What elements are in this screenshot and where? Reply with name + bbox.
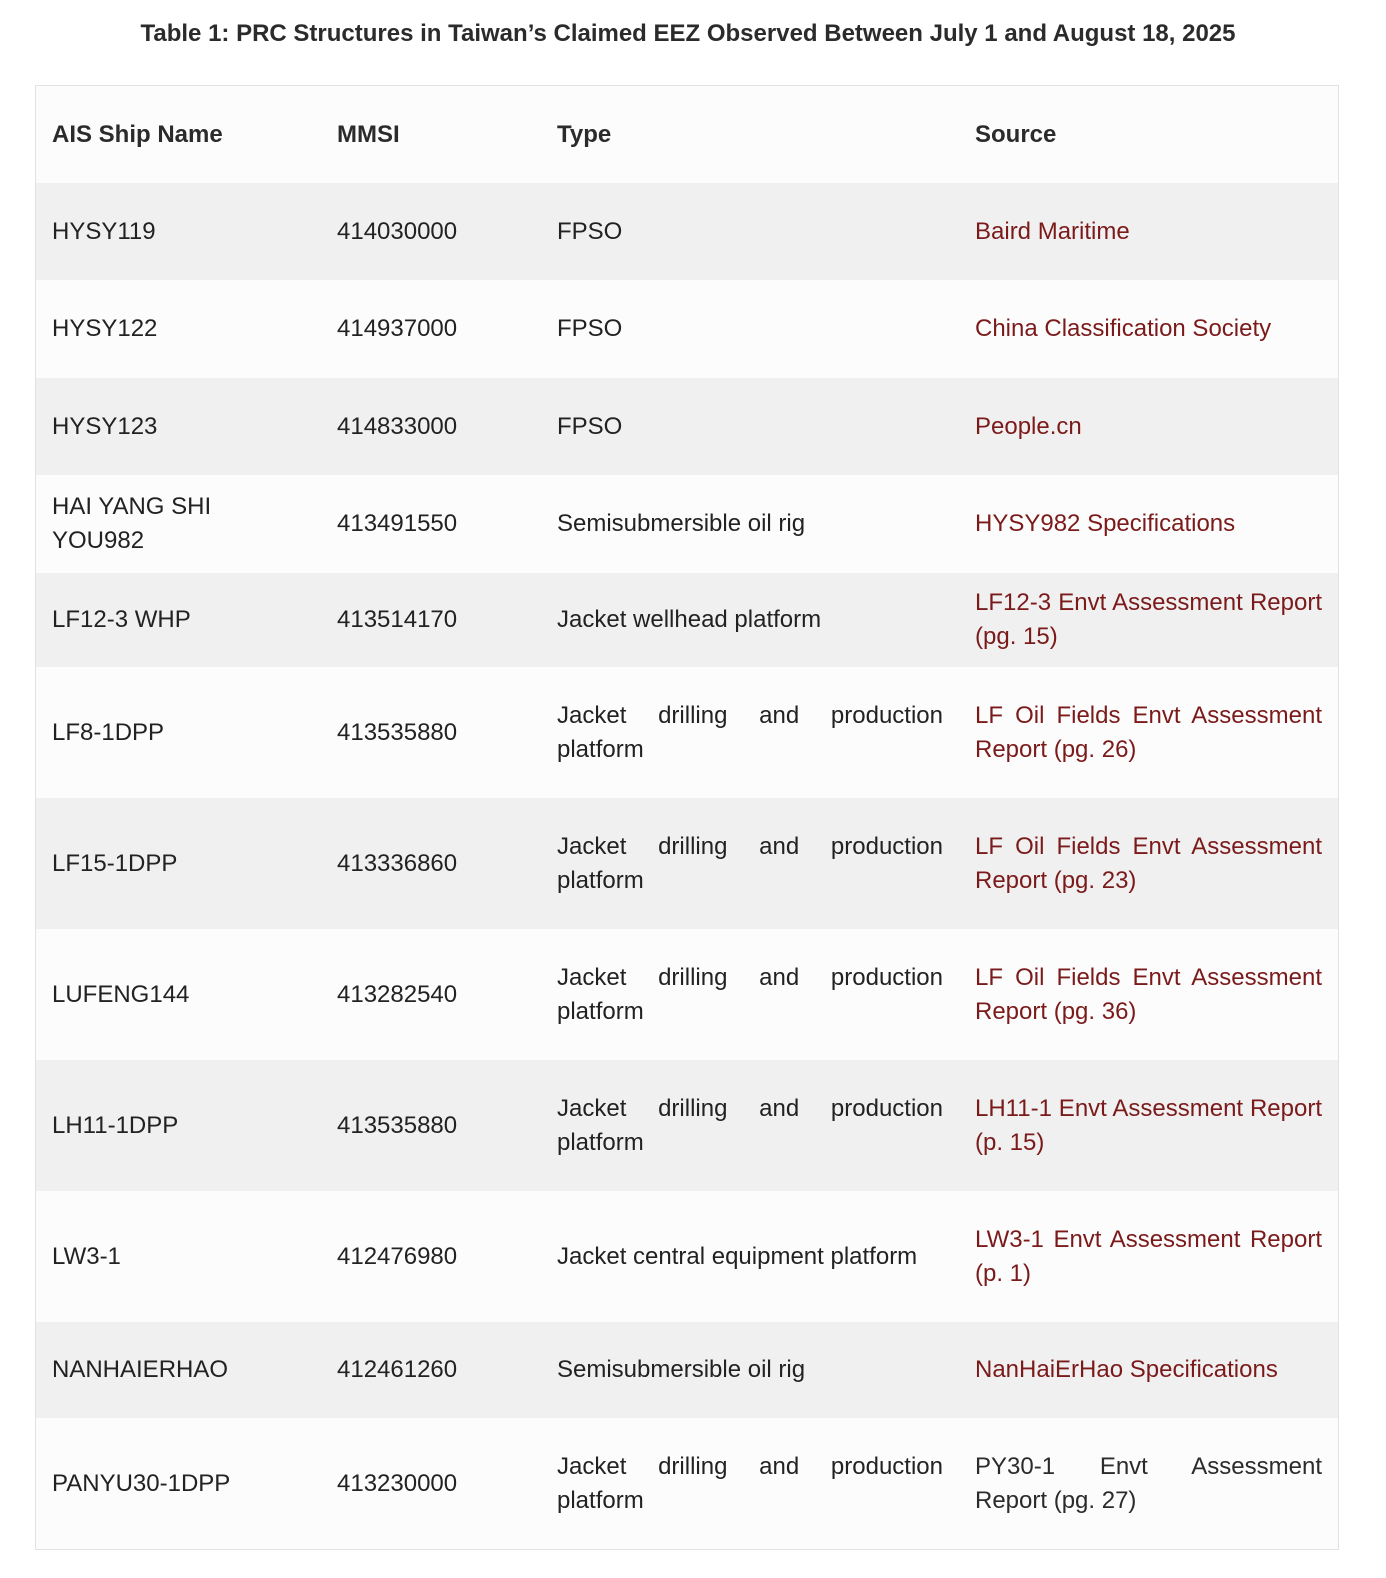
cell-source-link[interactable]: LW3-1 Envt Assessment Report (p. 1) [959,1191,1338,1322]
table-row [36,1191,1338,1322]
cell-ais-ship-name: LH11-1DPP [36,1060,321,1191]
cell-type: Semisubmersible oil rig [541,1322,959,1418]
cell-type: Semisubmersible oil rig [541,475,959,573]
table-row [36,1418,1338,1549]
header-type: Type [541,86,959,183]
cell-source-link[interactable]: LF12-3 Envt Assessment Report (pg. 15) [959,573,1338,667]
table-row [36,280,1338,378]
cell-source: PY30-1 Envt Assessment Report (pg. 27) [959,1418,1338,1549]
table-row [36,667,1338,798]
cell-type: Jacket wellhead platform [541,573,959,667]
cell-type: Jacket central equipment platform [541,1191,959,1322]
cell-type: FPSO [541,378,959,475]
cell-ais-ship-name: HYSY119 [36,183,321,280]
cell-mmsi: 413282540 [321,929,541,1060]
cell-ais-ship-name: LF15-1DPP [36,798,321,929]
table-row [36,1322,1338,1418]
header-ais-ship-name: AIS Ship Name [36,86,321,183]
cell-type: FPSO [541,183,959,280]
cell-type: FPSO [541,280,959,378]
cell-source-link[interactable]: People.cn [959,378,1338,475]
cell-source-link[interactable]: Baird Maritime [959,183,1338,280]
cell-ais-ship-name: LW3-1 [36,1191,321,1322]
table-caption: Table 1: PRC Structures in Taiwan’s Claimed EEZ Observed Between July 1 and August 18, 2025 [140,20,1236,47]
cell-mmsi: 413535880 [321,1060,541,1191]
cell-source-link[interactable]: NanHaiErHao Specifications [959,1322,1338,1418]
cell-ais-ship-name: LF8-1DPP [36,667,321,798]
cell-source-link[interactable]: LH11-1 Envt Assessment Report (p. 15) [959,1060,1338,1191]
cell-type: Jacket drilling and production platform [541,1418,959,1549]
table-row [36,183,1338,280]
cell-type: Jacket drilling and production platform [541,1060,959,1191]
cell-mmsi: 414030000 [321,183,541,280]
cell-ais-ship-name: LF12-3 WHP [36,573,321,667]
cell-mmsi: 412461260 [321,1322,541,1418]
cell-type: Jacket drilling and production platform [541,667,959,798]
cell-source-link[interactable]: LF Oil Fields Envt Assessment Report (pg. 36) [959,929,1338,1060]
header-mmsi: MMSI [321,86,541,183]
cell-source-link[interactable]: LF Oil Fields Envt Assessment Report (pg. 23) [959,798,1338,929]
cell-mmsi: 414833000 [321,378,541,475]
cell-type: Jacket drilling and production platform [541,798,959,929]
cell-mmsi: 413230000 [321,1418,541,1549]
cell-source-link[interactable]: HYSY982 Specifications [959,475,1338,573]
cell-mmsi: 414937000 [321,280,541,378]
table-body [36,183,1338,1549]
structures-table [36,86,1338,1549]
structures-table-container [35,85,1339,1550]
cell-mmsi: 413336860 [321,798,541,929]
table-row [36,475,1338,573]
cell-ais-ship-name: NANHAIERHAO [36,1322,321,1418]
table-header-row [36,86,1338,183]
cell-ais-ship-name: LUFENG144 [36,929,321,1060]
table-row [36,1060,1338,1191]
cell-type: Jacket drilling and production platform [541,929,959,1060]
table-row [36,378,1338,475]
cell-ais-ship-name: HYSY122 [36,280,321,378]
cell-source-link[interactable]: LF Oil Fields Envt Assessment Report (pg. 26) [959,667,1338,798]
cell-ais-ship-name: HYSY123 [36,378,321,475]
cell-mmsi: 413491550 [321,475,541,573]
cell-source-link[interactable]: China Classification Society [959,280,1338,378]
cell-mmsi: 412476980 [321,1191,541,1322]
cell-ais-ship-name: PANYU30-1DPP [36,1418,321,1549]
table-row [36,798,1338,929]
header-source: Source [959,86,1338,183]
cell-mmsi: 413535880 [321,667,541,798]
table-row [36,573,1338,667]
cell-mmsi: 413514170 [321,573,541,667]
cell-ais-ship-name: HAI YANG SHI YOU982 [36,475,321,573]
table-row [36,929,1338,1060]
